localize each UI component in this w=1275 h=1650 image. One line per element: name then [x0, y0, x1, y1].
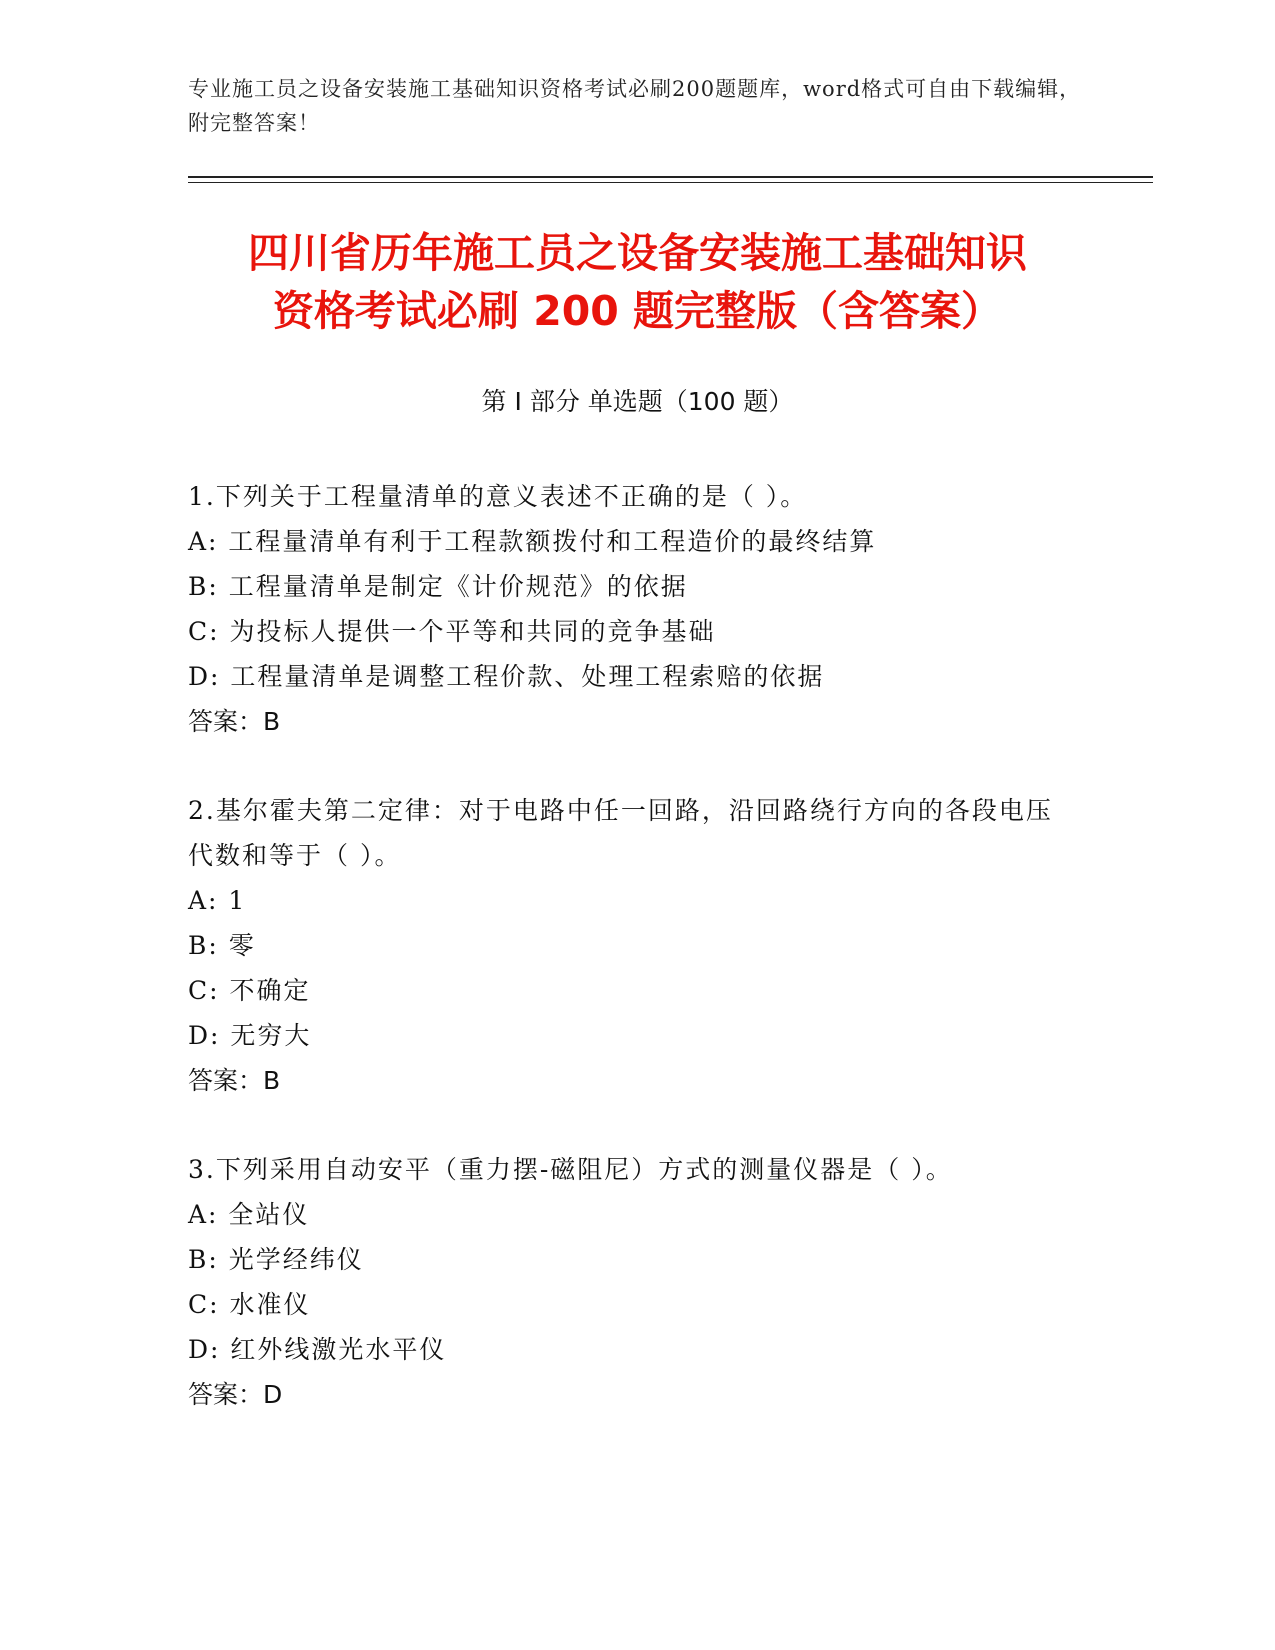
question-3: [188, 1147, 1068, 1417]
option-b: B: 工程量清单是制定《计价规范》的依据: [188, 572, 688, 601]
question-stem: 3.下列采用自动安平（重力摆-磁阻尼）方式的测量仪器是（ ）。: [188, 1155, 953, 1184]
option-b: B: 光学经纬仪: [188, 1245, 364, 1274]
question-stem: 1.下列关于工程量清单的意义表述不正确的是（ ）。: [188, 482, 808, 511]
option-d: D: 工程量清单是调整工程价款、处理工程索赔的依据: [188, 662, 825, 691]
answer: 答案：B: [188, 707, 281, 736]
option-a: A: 1: [188, 886, 247, 915]
question-list: [188, 474, 1068, 1461]
option-a: A: 工程量清单有利于工程款额拨付和工程造价的最终结算: [188, 527, 877, 556]
question-1: [188, 474, 1068, 744]
header-note: 专业施工员之设备安装施工基础知识资格考试必刷200题题库，word格式可自由下载编辑，附完整答案！: [188, 77, 1082, 135]
document-title-line-2: 资格考试必刷 200 题完整版（含答案）: [272, 287, 1003, 335]
option-d: D: 无穷大: [188, 1021, 312, 1050]
option-b: B: 零: [188, 931, 256, 960]
option-c: C: 不确定: [188, 976, 311, 1005]
answer: 答案：B: [188, 1066, 281, 1095]
question-2: [188, 788, 1068, 1103]
option-d: D: 红外线激光水平仪: [188, 1335, 447, 1364]
option-c: C: 为投标人提供一个平等和共同的竞争基础: [188, 617, 716, 646]
answer: 答案：D: [188, 1380, 283, 1409]
document-title: [150, 224, 1125, 340]
option-a: A: 全站仪: [188, 1200, 310, 1229]
option-c: C: 水准仪: [188, 1290, 311, 1319]
document-title-line-1: 四川省历年施工员之设备安装施工基础知识: [248, 229, 1027, 277]
section-title: 第 I 部分 单选题（100 题）: [481, 387, 794, 416]
header-rule-thick: [188, 176, 1153, 178]
header-rule-thin: [188, 182, 1153, 183]
question-stem: 2.基尔霍夫第二定律：对于电路中任一回路，沿回路绕行方向的各段电压代数和等于（ ）。: [188, 796, 1053, 870]
